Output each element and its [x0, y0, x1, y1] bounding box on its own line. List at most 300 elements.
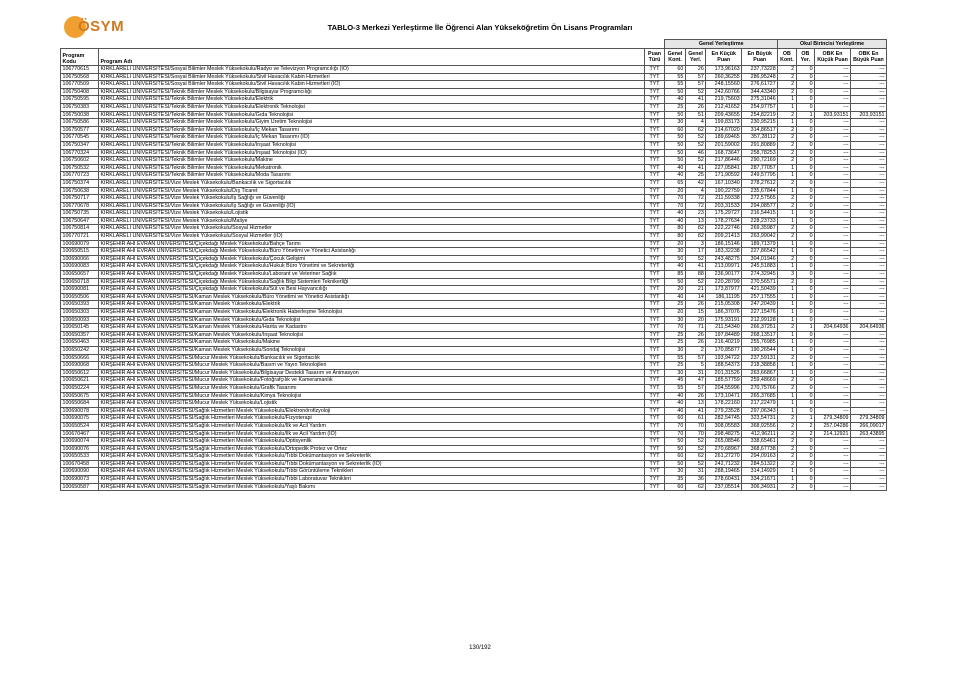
cell-en-kucuk: 188,54373: [706, 362, 742, 370]
cell-en-kucuk: 203,31533: [706, 202, 742, 210]
cell-program-adi: KIRŞEHİR AHİ EVRAN ÜNİVERSİTESİ/Kaman Meslek Yüksekokulu/Harita ve Kadastro: [98, 324, 644, 332]
cell-program-kodu: 106750374: [61, 179, 99, 187]
cell-obk-buyuk: ---: [850, 286, 886, 294]
cell-genel-kont: 50: [665, 445, 686, 453]
cell-genel-kont: 25: [665, 103, 686, 111]
cell-program-kodu: 100690079: [61, 240, 99, 248]
table-row: [61, 415, 887, 423]
cell-ob-kont: 1: [778, 96, 796, 104]
cell-puan-turu: TYT: [644, 293, 665, 301]
cell-ob-kont: 1: [778, 217, 796, 225]
cell-genel-yerl: 57: [685, 354, 706, 362]
page-number: 130/192: [469, 645, 491, 651]
cell-program-kodu: 100690075: [61, 415, 99, 423]
cell-en-buyuk: 265,37685: [742, 392, 778, 400]
cell-en-kucuk: 222,22746: [706, 225, 742, 233]
cell-obk-buyuk: 204,64936: [850, 324, 886, 332]
cell-en-buyuk: 323,54731: [742, 415, 778, 423]
cell-en-kucuk: 298,48275: [706, 430, 742, 438]
cell-genel-kont: 30: [665, 468, 686, 476]
cell-program-kodu: 100690081: [61, 286, 99, 294]
cell-program-kodu: 106770721: [61, 233, 99, 241]
cell-en-buyuk: 212,99128: [742, 316, 778, 324]
cell-genel-yerl: 52: [685, 445, 706, 453]
cell-genel-yerl: 4: [685, 187, 706, 195]
cell-genel-kont: 50: [665, 88, 686, 96]
cell-ob-yer: 0: [796, 179, 814, 187]
table-row: [61, 149, 887, 157]
cell-ob-yer: 0: [796, 468, 814, 476]
cell-ob-yer: 0: [796, 301, 814, 309]
cell-genel-yerl: 26: [685, 339, 706, 347]
table-row: [61, 453, 887, 461]
cell-puan-turu: TYT: [644, 354, 665, 362]
cell-en-buyuk: 254,82219: [742, 111, 778, 119]
cell-genel-kont: 50: [665, 438, 686, 446]
col-program-kodu: Program Kodu: [61, 49, 99, 66]
cell-program-adi: KIRŞEHİR AHİ EVRAN ÜNİVERSİTESİ/Mucur Meslek Yüksekokulu/Fotoğrafçılık ve Kameramanlık: [98, 377, 644, 385]
cell-puan-turu: TYT: [644, 445, 665, 453]
cell-program-kodu: 100650524: [61, 422, 99, 430]
cell-en-kucuk: 219,75603: [706, 96, 742, 104]
cell-genel-yerl: 36: [685, 476, 706, 484]
cell-puan-turu: TYT: [644, 339, 665, 347]
table-row: [61, 248, 887, 256]
table-row: [61, 384, 887, 392]
cell-program-kodu: 106750586: [61, 119, 99, 127]
table-row: [61, 255, 887, 263]
cell-program-kodu: 106770324: [61, 149, 99, 157]
cell-program-adi: KIRKLARELİ ÜNİVERSİTESİ/Vize Meslek Yüksekokulu/Bankacılık ve Sigortacılık: [98, 179, 644, 187]
cell-en-buyuk: 257,17555: [742, 293, 778, 301]
cell-ob-kont: 1: [778, 407, 796, 415]
cell-en-buyuk: 254,97757: [742, 103, 778, 111]
cell-genel-yerl: 15: [685, 309, 706, 317]
table-row: [61, 476, 887, 484]
cell-ob-kont: 2: [778, 111, 796, 119]
table-row: [61, 430, 887, 438]
cell-ob-kont: 2: [778, 460, 796, 468]
cell-obk-buyuk: ---: [850, 384, 886, 392]
cell-program-adi: KIRŞEHİR AHİ EVRAN ÜNİVERSİTESİ/Mucur Meslek Yüksekokulu/Lojistik: [98, 400, 644, 408]
cell-genel-yerl: 71: [685, 324, 706, 332]
table-row: [61, 195, 887, 203]
cell-program-adi: KIRKLARELİ ÜNİVERSİTESİ/Vize Meslek Yüksekokulu/İş Sağlığı ve Güvenliği (İÖ): [98, 202, 644, 210]
cell-puan-turu: TYT: [644, 66, 665, 74]
cell-program-adi: KIRŞEHİR AHİ EVRAN ÜNİVERSİTESİ/Mucur Meslek Yüksekokulu/Grafik Tasarımı: [98, 384, 644, 392]
cell-en-kucuk: 236,90177: [706, 271, 742, 279]
cell-genel-yerl: 46: [685, 149, 706, 157]
table-row: [61, 400, 887, 408]
cell-ob-yer: 0: [796, 346, 814, 354]
logo-text: ÖSYM: [78, 18, 125, 35]
cell-obk-kucuk: ---: [815, 202, 851, 210]
cell-program-kodu: 100650533: [61, 453, 99, 461]
cell-obk-buyuk: ---: [850, 172, 886, 180]
cell-program-kodu: 106750383: [61, 103, 99, 111]
cell-program-adi: KIRKLARELİ ÜNİVERSİTESİ/Teknik Bilimler Meslek Yüksekokulu/Mekatronik: [98, 164, 644, 172]
cell-en-buyuk: 247,20439: [742, 301, 778, 309]
cell-ob-kont: 1: [778, 164, 796, 172]
cell-program-adi: KIRŞEHİR AHİ EVRAN ÜNİVERSİTESİ/Sağlık Hizmetleri Meslek Yüksekokulu/Tıbbi Dokümantasyon ve Sekreterlik (İÖ): [98, 460, 644, 468]
cell-program-adi: KIRKLARELİ ÜNİVERSİTESİ/Vize Meslek Yüksekokulu/Lojistik: [98, 210, 644, 218]
cell-obk-kucuk: ---: [815, 316, 851, 324]
cell-en-buyuk: 270,75766: [742, 384, 778, 392]
cell-ob-yer: 1: [796, 111, 814, 119]
cell-genel-kont: 40: [665, 407, 686, 415]
cell-obk-buyuk: ---: [850, 149, 886, 157]
cell-genel-yerl: 17: [685, 248, 706, 256]
table-row: [61, 233, 887, 241]
table-row: [61, 210, 887, 218]
cell-genel-yerl: 52: [685, 157, 706, 165]
cell-en-buyuk: 314,86517: [742, 126, 778, 134]
cell-ob-kont: 2: [778, 445, 796, 453]
cell-obk-kucuk: ---: [815, 217, 851, 225]
cell-program-kodu: 100650587: [61, 483, 99, 491]
cell-obk-kucuk: 203,93151: [815, 111, 851, 119]
cell-program-kodu: 100650303: [61, 309, 99, 317]
cell-program-kodu: 106750647: [61, 217, 99, 225]
cell-ob-yer: 0: [796, 293, 814, 301]
cell-genel-kont: 55: [665, 384, 686, 392]
cell-program-adi: KIRŞEHİR AHİ EVRAN ÜNİVERSİTESİ/Sağlık Hizmetleri Meslek Yüksekokulu/Tıbbi Laboratuvar Teknikleri: [98, 476, 644, 484]
cell-puan-turu: TYT: [644, 149, 665, 157]
cell-genel-kont: 55: [665, 81, 686, 89]
cell-obk-buyuk: ---: [850, 134, 886, 142]
cell-genel-yerl: 57: [685, 384, 706, 392]
cell-ob-yer: 0: [796, 202, 814, 210]
cell-en-buyuk: 314,14929: [742, 468, 778, 476]
cell-en-kucuk: 217,86446: [706, 157, 742, 165]
cell-program-kodu: 106750568: [61, 73, 99, 81]
cell-en-kucuk: 242,60766: [706, 88, 742, 96]
cell-program-adi: KIRKLARELİ ÜNİVERSİTESİ/Teknik Bilimler Meslek Yüksekokulu/Elektrik: [98, 96, 644, 104]
cell-puan-turu: TYT: [644, 438, 665, 446]
cell-program-kodu: 100690074: [61, 438, 99, 446]
cell-en-buyuk: 270,56571: [742, 278, 778, 286]
table-row: [61, 301, 887, 309]
cell-obk-kucuk: ---: [815, 66, 851, 74]
cell-program-kodu: 106750038: [61, 111, 99, 119]
cell-program-adi: KIRŞEHİR AHİ EVRAN ÜNİVERSİTESİ/Çiçekdağı Meslek Yüksekokulu/Çocuk Gelişimi: [98, 255, 644, 263]
cell-ob-yer: 0: [796, 309, 814, 317]
cell-genel-kont: 60: [665, 483, 686, 491]
cell-en-kucuk: 173,96163: [706, 66, 742, 74]
cell-program-adi: KIRKLARELİ ÜNİVERSİTESİ/Vize Meslek Yüksekokulu/Sosyal Hizmetler: [98, 225, 644, 233]
cell-puan-turu: TYT: [644, 81, 665, 89]
cell-ob-yer: 0: [796, 73, 814, 81]
cell-en-buyuk: 368,67738: [742, 445, 778, 453]
cell-genel-kont: 50: [665, 141, 686, 149]
cell-en-kucuk: 178,22160: [706, 400, 742, 408]
cell-obk-kucuk: ---: [815, 286, 851, 294]
cell-en-buyuk: 235,67844: [742, 187, 778, 195]
cell-en-kucuk: 199,83173: [706, 119, 742, 127]
cell-program-kodu: 100650463: [61, 339, 99, 347]
cell-en-buyuk: 368,92556: [742, 422, 778, 430]
cell-obk-kucuk: ---: [815, 263, 851, 271]
cell-en-kucuk: 270,68967: [706, 445, 742, 453]
cell-ob-yer: 0: [796, 134, 814, 142]
cell-genel-yerl: 26: [685, 331, 706, 339]
cell-genel-yerl: 41: [685, 164, 706, 172]
cell-ob-yer: 0: [796, 210, 814, 218]
cell-en-buyuk: 263,66867: [742, 369, 778, 377]
cell-obk-kucuk: ---: [815, 331, 851, 339]
cell-obk-buyuk: ---: [850, 271, 886, 279]
cell-genel-yerl: 47: [685, 377, 706, 385]
cell-obk-buyuk: 266,09017: [850, 422, 886, 430]
cell-program-kodu: 106750347: [61, 141, 99, 149]
table-row: [61, 263, 887, 271]
cell-obk-buyuk: ---: [850, 392, 886, 400]
cell-en-kucuk: 215,05308: [706, 301, 742, 309]
table-row: [61, 316, 887, 324]
cell-genel-kont: 70: [665, 324, 686, 332]
cell-en-buyuk: 189,71379: [742, 240, 778, 248]
cell-obk-buyuk: ---: [850, 346, 886, 354]
cell-program-adi: KIRKLARELİ ÜNİVERSİTESİ/Teknik Bilimler Meslek Yüksekokulu/Makine: [98, 157, 644, 165]
cell-en-kucuk: 171,90592: [706, 172, 742, 180]
cell-en-buyuk: 334,21671: [742, 476, 778, 484]
cell-obk-kucuk: ---: [815, 354, 851, 362]
cell-en-kucuk: 279,23528: [706, 407, 742, 415]
cell-ob-kont: 2: [778, 141, 796, 149]
cell-puan-turu: TYT: [644, 415, 665, 423]
cell-obk-buyuk: ---: [850, 468, 886, 476]
cell-en-buyuk: 255,76985: [742, 339, 778, 347]
cell-en-buyuk: 228,23733: [742, 217, 778, 225]
cell-puan-turu: TYT: [644, 248, 665, 256]
cell-ob-yer: 0: [796, 164, 814, 172]
cell-ob-yer: 0: [796, 483, 814, 491]
cell-ob-kont: 2: [778, 81, 796, 89]
cell-program-kodu: 100650657: [61, 271, 99, 279]
cell-ob-kont: 1: [778, 468, 796, 476]
cell-ob-kont: 2: [778, 149, 796, 157]
cell-ob-kont: 1: [778, 103, 796, 111]
cell-ob-yer: 0: [796, 278, 814, 286]
cell-genel-kont: 40: [665, 293, 686, 301]
cell-en-buyuk: 275,31046: [742, 96, 778, 104]
cell-obk-kucuk: ---: [815, 119, 851, 127]
cell-ob-yer: 0: [796, 392, 814, 400]
blank-header: [644, 40, 665, 49]
cell-en-kucuk: 216,40219: [706, 339, 742, 347]
cell-genel-kont: 45: [665, 377, 686, 385]
table-row: [61, 172, 887, 180]
cell-puan-turu: TYT: [644, 119, 665, 127]
cell-obk-kucuk: ---: [815, 179, 851, 187]
cell-genel-yerl: 72: [685, 202, 706, 210]
cell-puan-turu: TYT: [644, 187, 665, 195]
cell-genel-yerl: 26: [685, 392, 706, 400]
cell-genel-yerl: 14: [685, 293, 706, 301]
cell-en-kucuk: 186,15146: [706, 240, 742, 248]
cell-program-kodu: 100650666: [61, 354, 99, 362]
cell-obk-kucuk: ---: [815, 126, 851, 134]
cell-ob-yer: 0: [796, 271, 814, 279]
cell-puan-turu: TYT: [644, 453, 665, 461]
table-row: [61, 324, 887, 332]
cell-obk-kucuk: ---: [815, 278, 851, 286]
cell-genel-yerl: 13: [685, 400, 706, 408]
cell-ob-yer: 0: [796, 445, 814, 453]
cell-obk-kucuk: ---: [815, 384, 851, 392]
table-row: [61, 392, 887, 400]
cell-ob-kont: 2: [778, 157, 796, 165]
cell-genel-kont: 40: [665, 217, 686, 225]
cell-ob-yer: 0: [796, 407, 814, 415]
cell-obk-buyuk: ---: [850, 362, 886, 370]
cell-genel-kont: 80: [665, 225, 686, 233]
cell-program-adi: KIRKLARELİ ÜNİVERSİTESİ/Teknik Bilimler Meslek Yüksekokulu/İç Mekan Tasarımı (İÖ): [98, 134, 644, 142]
cell-program-adi: KIRKLARELİ ÜNİVERSİTESİ/Teknik Bilimler Meslek Yüksekokulu/Gıda Teknolojisi: [98, 111, 644, 119]
cell-ob-yer: 0: [796, 255, 814, 263]
cell-program-adi: KIRKLARELİ ÜNİVERSİTESİ/Vize Meslek Yüksekokulu/Dış Ticaret: [98, 187, 644, 195]
cell-en-kucuk: 183,32238: [706, 248, 742, 256]
cell-genel-kont: 80: [665, 233, 686, 241]
cell-en-kucuk: 209,21413: [706, 233, 742, 241]
cell-en-buyuk: 287,77057: [742, 164, 778, 172]
cell-obk-buyuk: ---: [850, 81, 886, 89]
cell-ob-yer: 0: [796, 354, 814, 362]
cell-obk-kucuk: ---: [815, 468, 851, 476]
col-program-adi: Program Adı: [98, 49, 644, 66]
cell-ob-kont: 2: [778, 202, 796, 210]
cell-program-adi: KIRKLARELİ ÜNİVERSİTESİ/Teknik Bilimler Meslek Yüksekokulu/Moda Tasarımı: [98, 172, 644, 180]
cell-puan-turu: TYT: [644, 309, 665, 317]
cell-obk-kucuk: ---: [815, 210, 851, 218]
cell-en-buyuk: 357,28112: [742, 134, 778, 142]
cell-program-adi: KIRKLARELİ ÜNİVERSİTESİ/Sosyal Bilimler Meslek Yüksekokulu/Sivil Havacılık Kabin Hizmetleri (İÖ): [98, 81, 644, 89]
cell-obk-kucuk: ---: [815, 248, 851, 256]
cell-program-adi: KIRŞEHİR AHİ EVRAN ÜNİVERSİTESİ/Sağlık Hizmetleri Meslek Yüksekokulu/Ortopedik Protez ve Ortez: [98, 445, 644, 453]
cell-ob-kont: 1: [778, 316, 796, 324]
cell-en-kucuk: 185,57759: [706, 377, 742, 385]
cell-ob-yer: 0: [796, 476, 814, 484]
cell-obk-buyuk: ---: [850, 255, 886, 263]
cell-en-kucuk: 237,05514: [706, 483, 742, 491]
cell-puan-turu: TYT: [644, 331, 665, 339]
cell-genel-yerl: 57: [685, 81, 706, 89]
cell-ob-kont: 2: [778, 225, 796, 233]
cell-obk-buyuk: ---: [850, 407, 886, 415]
cell-puan-turu: TYT: [644, 255, 665, 263]
cell-en-buyuk: 237,73228: [742, 66, 778, 74]
cell-en-buyuk: 216,54415: [742, 210, 778, 218]
cell-puan-turu: TYT: [644, 179, 665, 187]
cell-en-kucuk: 197,84489: [706, 331, 742, 339]
cell-program-kodu: 106770615: [61, 66, 99, 74]
cell-genel-kont: 50: [665, 157, 686, 165]
cell-obk-kucuk: ---: [815, 195, 851, 203]
cell-ob-yer: 0: [796, 126, 814, 134]
cell-en-kucuk: 243,48275: [706, 255, 742, 263]
cell-en-buyuk: 269,35987: [742, 225, 778, 233]
cell-program-kodu: 106750595: [61, 96, 99, 104]
table-row: [61, 103, 887, 111]
cell-en-buyuk: 338,65461: [742, 438, 778, 446]
cell-ob-yer: 0: [796, 217, 814, 225]
cell-program-kodu: 100650224: [61, 384, 99, 392]
table-row: [61, 339, 887, 347]
cell-obk-kucuk: ---: [815, 164, 851, 172]
cell-genel-kont: 70: [665, 195, 686, 203]
cell-genel-kont: 40: [665, 392, 686, 400]
cell-ob-kont: 2: [778, 324, 796, 332]
cell-program-kodu: 106750408: [61, 88, 99, 96]
table-row: [61, 278, 887, 286]
cell-ob-yer: 0: [796, 88, 814, 96]
cell-genel-kont: 50: [665, 149, 686, 157]
cell-obk-kucuk: ---: [815, 225, 851, 233]
cell-en-kucuk: 212,41652: [706, 103, 742, 111]
cell-genel-yerl: 61: [685, 415, 706, 423]
cell-ob-kont: 1: [778, 119, 796, 127]
cell-obk-kucuk: ---: [815, 157, 851, 165]
cell-obk-buyuk: ---: [850, 476, 886, 484]
cell-ob-kont: 1: [778, 240, 796, 248]
cell-genel-kont: 30: [665, 248, 686, 256]
cell-program-adi: KIRKLARELİ ÜNİVERSİTESİ/Sosyal Bilimler Meslek Yüksekokulu/Radyo ve Televizyon Programcılığı (İÖ): [98, 66, 644, 74]
cell-obk-kucuk: ---: [815, 339, 851, 347]
cell-ob-kont: 2: [778, 255, 796, 263]
cell-obk-buyuk: ---: [850, 66, 886, 74]
cell-obk-buyuk: ---: [850, 301, 886, 309]
table-row: [61, 225, 887, 233]
cell-program-adi: KIRŞEHİR AHİ EVRAN ÜNİVERSİTESİ/Kaman Meslek Yüksekokulu/Gıda Teknolojisi: [98, 316, 644, 324]
table-row: [61, 362, 887, 370]
cell-obk-kucuk: ---: [815, 271, 851, 279]
cell-genel-kont: 30: [665, 346, 686, 354]
cell-obk-buyuk: 279,34809: [850, 415, 886, 423]
cell-obk-kucuk: 204,64936: [815, 324, 851, 332]
cell-program-kodu: 100650612: [61, 369, 99, 377]
table-row: [61, 483, 887, 491]
cell-ob-yer: 0: [796, 438, 814, 446]
table-body: [61, 66, 887, 491]
cell-en-buyuk: 306,34931: [742, 483, 778, 491]
cell-en-buyuk: 297,06343: [742, 407, 778, 415]
cell-program-kodu: 106750735: [61, 210, 99, 218]
cell-ob-yer: 0: [796, 172, 814, 180]
cell-genel-yerl: 21: [685, 286, 706, 294]
cell-obk-kucuk: ---: [815, 96, 851, 104]
cell-genel-yerl: 26: [685, 66, 706, 74]
cell-program-kodu: 106750602: [61, 157, 99, 165]
cell-obk-buyuk: 263,43895: [850, 430, 886, 438]
cell-obk-buyuk: ---: [850, 225, 886, 233]
cell-puan-turu: TYT: [644, 362, 665, 370]
cell-en-buyuk: 227,15476: [742, 309, 778, 317]
cell-ob-yer: 0: [796, 400, 814, 408]
cell-program-adi: KIRŞEHİR AHİ EVRAN ÜNİVERSİTESİ/Çiçekdağı Meslek Yüksekokulu/Büro Yönetimi ve Yönetici Asistanlığı: [98, 248, 644, 256]
cell-program-adi: KIRŞEHİR AHİ EVRAN ÜNİVERSİTESİ/Sağlık Hizmetleri Meslek Yüksekokulu/Elektronörofizyoloji: [98, 407, 644, 415]
cell-en-kucuk: 201,59002: [706, 141, 742, 149]
table-row: [61, 377, 887, 385]
cell-obk-buyuk: ---: [850, 316, 886, 324]
cell-ob-yer: 0: [796, 81, 814, 89]
cell-obk-buyuk: ---: [850, 126, 886, 134]
cell-en-kucuk: 170,85877: [706, 346, 742, 354]
cell-genel-kont: 20: [665, 286, 686, 294]
cell-ob-kont: 1: [778, 309, 796, 317]
cell-obk-buyuk: 203,93151: [850, 111, 886, 119]
cell-ob-yer: 0: [796, 96, 814, 104]
cell-en-buyuk: 294,09163: [742, 453, 778, 461]
